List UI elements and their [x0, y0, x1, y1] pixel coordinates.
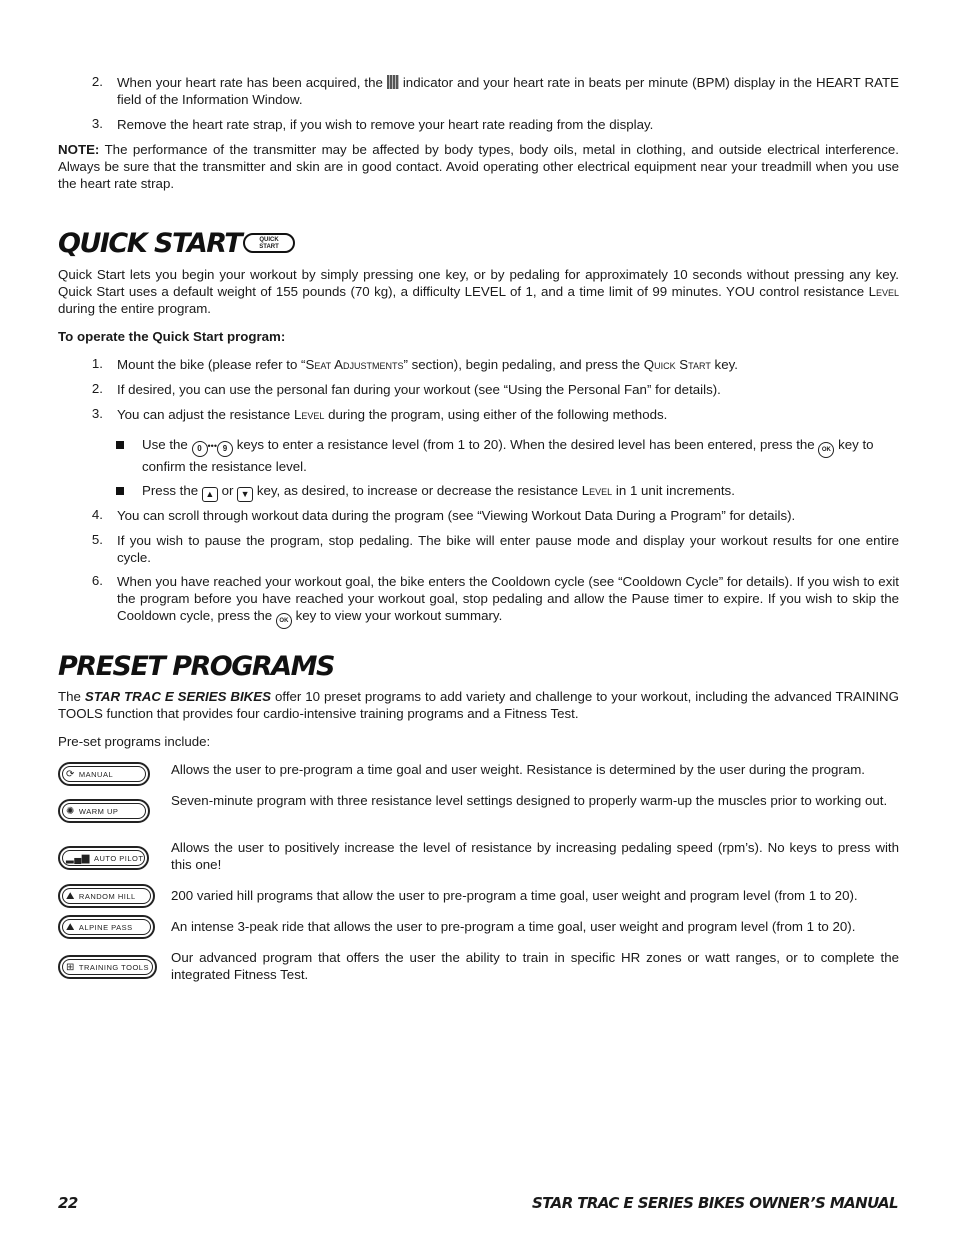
auto-pilot-program-key: ▂▄▆ AUTO PILOT: [58, 846, 149, 870]
level-down-key-icon: ▼: [237, 487, 253, 502]
quick-start-intro: Quick Start lets you begin your workout by simply pressing one key, or by pedaling for approximately 10 seconds without pressing any key. Quick Start uses a default weight of 155 pounds (70 kg), a difficulty LEVEL of 1, and a time limit of 99 minutes. YOU control resistance Level during the entire program.: [58, 267, 899, 316]
preset-list-intro: Pre-set programs include:: [58, 734, 211, 749]
warm-up-program-key: ✺ WARM UP: [58, 799, 150, 823]
quick-start-step-3: You can adjust the resistance Level during the program, using either of the following methods.: [117, 407, 668, 422]
manual-title: STAR TRAC E SERIES BIKES OWNER’S MANUAL: [532, 1194, 898, 1212]
heart-rate-indicator-icon: [387, 75, 399, 89]
step-number: 3.: [91, 406, 103, 421]
training-tools-icon: ⊞: [66, 961, 75, 973]
warm-up-icon: ✺: [66, 805, 75, 817]
step-number: 2.: [91, 74, 103, 89]
step-number: 3.: [91, 116, 103, 131]
ok-key-icon: OK: [276, 613, 292, 629]
ok-key-icon: OK: [818, 442, 834, 458]
key-0-icon: 0: [192, 441, 208, 457]
manual-icon: ⟳: [66, 768, 75, 780]
heart-step-2: When your heart rate has been acquired, the indicator and your heart rate in beats per minute (BPM) display in the HEART RATE field of the Information Window.: [117, 75, 900, 107]
bullet-arrow-keys: Press the ▲ or ▼ key, as desired, to increase or decrease the resistance Level in 1 unit increments.: [142, 482, 899, 502]
random-hill-description: 200 varied hill programs that allow the user to pre-program a time goal, user weight and program level (from 1 to 20).: [171, 888, 858, 903]
step-number: 2.: [91, 381, 103, 396]
section-heading-preset-programs: PRESET PROGRAMS: [58, 651, 334, 682]
alpine-pass-program-key: ⛰ ALPINE PASS: [58, 915, 155, 939]
bullet-number-keys: Use the 0 ••• 9 keys to enter a resistance level (from 1 to 20). When the desired level has been entered, press the OK key to confirm the resistance level.: [142, 437, 874, 474]
level-up-key-icon: ▲: [202, 487, 218, 502]
training-tools-program-key: ⊞ TRAINING TOOLS: [58, 955, 157, 979]
bullet-icon: [116, 441, 124, 449]
quick-start-step-2: If desired, you can use the personal fan during your workout (see “Using the Personal Fan” for details).: [117, 382, 721, 397]
quick-start-step-6: When you have reached your workout goal, the bike enters the Cooldown cycle (see “Cooldown Cycle” for details). If you wish to exit the program before you have reached your workout goal, stop pedaling and allow the Pause timer to expire. If you wish to skip the Cooldown cycle, press the OK key to view your workout summary.: [117, 573, 899, 629]
auto-pilot-description: Allows the user to positively increase the level of resistance by increasing pedaling speed (rpm’s). No keys to press with this one!: [171, 840, 899, 872]
training-tools-description: Our advanced program that offers the user the ability to train in specific HR zones or watt ranges, or to complete the integrated Fitness Test.: [171, 950, 899, 982]
step-number: 5.: [91, 532, 103, 547]
alpine-pass-icon: ⛰: [66, 921, 75, 933]
manual-description: Allows the user to pre-program a time goal and user weight. Resistance is determined by the user during the program.: [171, 762, 866, 777]
step-number: 6.: [91, 573, 103, 588]
bullet-icon: [116, 487, 124, 495]
key-9-icon: 9: [217, 441, 233, 457]
step-number: 4.: [91, 507, 103, 522]
heart-step-3: Remove the heart rate strap, if you wish to remove your heart rate reading from the display.: [117, 117, 654, 132]
quick-start-step-4: You can scroll through workout data during the program (see “Viewing Workout Data During a Program” for details).: [117, 508, 796, 523]
quick-start-key-icon: QUICK START: [243, 233, 295, 253]
quick-start-step-1: Mount the bike (please refer to “Seat Adjustments” section), begin pedaling, and press the Quick Start key.: [117, 357, 738, 372]
alpine-pass-description: An intense 3-peak ride that allows the user to pre-program a time goal, user weight and program level (from 1 to 20).: [171, 919, 856, 934]
random-hill-icon: ⛰: [66, 890, 75, 902]
preset-intro: The STAR TRAC E SERIES BIKES offer 10 preset programs to add variety and challenge to your workout, including the advanced TRAINING TOOLS function that provides four cardio-intensive training programs and a Fitness Test.: [58, 689, 899, 721]
quick-start-step-5: If you wish to pause the program, stop pedaling. The bike will enter pause mode and display your workout results for one entire cycle.: [117, 533, 899, 565]
step-number: 1.: [91, 356, 103, 371]
quick-start-subheading: To operate the Quick Start program:: [58, 329, 286, 344]
warm-up-description: Seven-minute program with three resistance level settings designed to properly warm-up the muscles prior to working out.: [171, 793, 888, 808]
auto-pilot-icon: ▂▄▆: [66, 852, 90, 864]
note-paragraph: NOTE: The performance of the transmitter may be affected by body types, body oils, metal in clothing, and outside electrical interference. Always be sure that the transmitter and skin are in good contact. Avoid operating other electrical equipment near your treadmill when you use the heart rate strap.: [58, 142, 899, 191]
manual-program-key: ⟳ MANUAL: [58, 762, 150, 786]
random-hill-program-key: ⛰ RANDOM HILL: [58, 884, 155, 908]
page-number: 22: [58, 1194, 78, 1212]
section-heading-quick-start: QUICK START: [58, 228, 242, 259]
